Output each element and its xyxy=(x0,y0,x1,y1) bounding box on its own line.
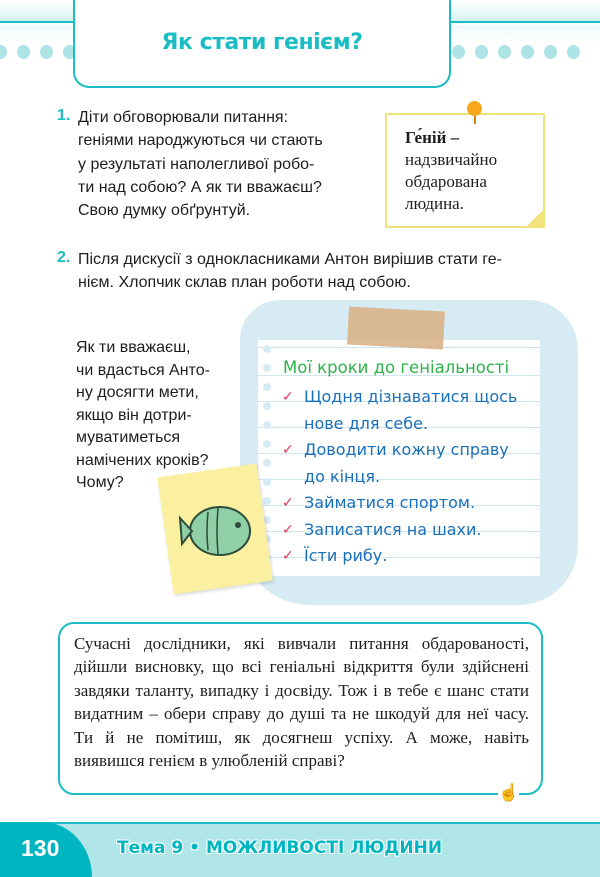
decorative-dots-left xyxy=(0,45,76,59)
task-number-2: 2. xyxy=(57,249,71,266)
pointing-hand-icon: ☝ xyxy=(498,783,520,802)
check-icon: ✓ xyxy=(282,389,294,405)
task-2-text xyxy=(78,248,502,295)
tape xyxy=(347,307,445,350)
text-line: нієм. Хлопчик склав план роботи над собою. xyxy=(78,274,411,292)
check-icon: ✓ xyxy=(282,495,294,511)
text-line: у результаті наполегливої робо- xyxy=(78,155,315,173)
pushpin-icon xyxy=(467,101,482,116)
check-icon: ✓ xyxy=(282,548,294,564)
decorative-dots-right xyxy=(452,45,580,59)
question-text: Як ти вважаєш, чи вдасться Анто- ну досягти мети, якщо він дотри- муватиметься намічених кроків? Чому? xyxy=(76,339,210,491)
task-number-1: 1. xyxy=(57,107,71,124)
info-box xyxy=(58,622,543,795)
text-line: Після дискусії з однокласниками Антон вирішив стати ге- xyxy=(78,251,502,268)
task-1-text xyxy=(78,106,323,222)
definition-line: обдарована xyxy=(405,172,487,191)
list-item: ✓ Записатися на шахи. xyxy=(282,517,517,544)
check-icon: ✓ xyxy=(282,521,294,538)
info-text: Сучасні дослідники, які вивчали питання обдарованості, дійшли висновку, що всі геніальні відкриття були здійснені завдяки таланту, випадку і досвіду. Тож і в тебе є шанс стати видатним – обери справу до душі та не шкодуй для неї часу. Ти й не помітиш, як досягнеш успіху. А може, навіть виявишся генієм в улюбленій справі? xyxy=(74,634,529,771)
definition-line: людина. xyxy=(405,194,464,213)
title-box xyxy=(73,0,451,88)
list-item: ✓ Займатися спортом. xyxy=(282,490,517,517)
page-number: 130 xyxy=(0,822,92,877)
text-line: геніями народжуються чи стають xyxy=(78,132,323,150)
definition-term: Ге́ній xyxy=(405,128,447,147)
list-item: ✓ Щодня дізнаватися щось нове для себе. xyxy=(282,384,517,437)
text-line: Свою думку обґрунтуй. xyxy=(78,202,251,220)
topic-title: Тема 9 • МОЖЛИВОСТІ ЛЮДИНИ xyxy=(117,838,443,858)
note-heading: Мої кроки до геніальності xyxy=(283,358,510,377)
check-icon: ✓ xyxy=(282,442,294,458)
page-title: Як стати генієм? xyxy=(161,30,363,55)
text-line: ти над собою? А як ти вважаєш? xyxy=(78,178,322,196)
steps-list xyxy=(282,384,517,570)
list-item: ✓ Доводити кожну справу до кінця. xyxy=(282,437,517,490)
text-line: Діти обговорювали питання: xyxy=(78,109,289,126)
definition-line: надзвичайно xyxy=(405,150,498,169)
list-item: ✓ Їсти рибу. xyxy=(282,543,517,570)
fish-icon xyxy=(178,500,260,562)
definition-card: Ге́ній – надзвичайно обдарована людина. xyxy=(385,113,545,228)
